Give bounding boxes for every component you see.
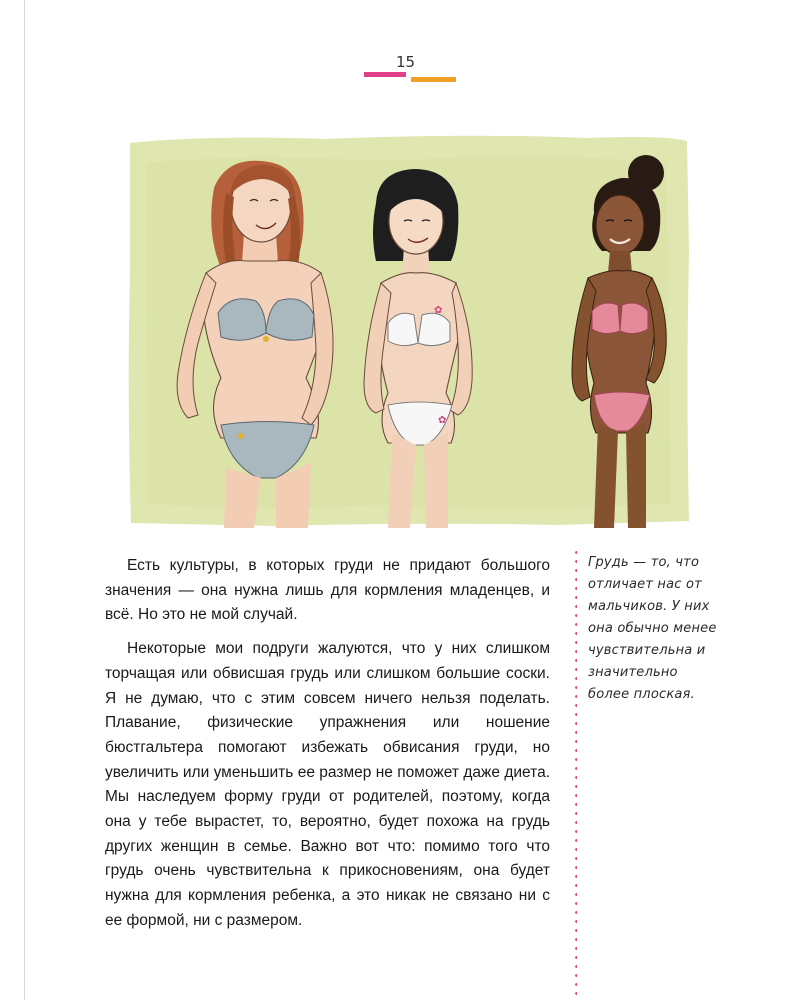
paragraph-2: Некоторые мои подруги жалуются, что у них слишком торчащая или обвисшая грудь или слишком большие соски. Я не думаю, что с этим совсем ничего нельзя поделать. Плавание, физические упражнения или ношение бюстгальтера помогают избежать обвисания груди, но увеличить или уменьшить ее размер не поможет даже диета. Мы наследуем форму груди от родителей, поэтому, когда она у тебе вырастет, то, вероятно, будет похожа на грудь других женщин в семье. Важно вот что: помимо того что грудь очень чувствительна к прикосновениям, она будет нужна для кормления ребенка, а это никак не связано ни с ее формой, ни с размером.: [105, 640, 550, 929]
three-girls-illustration: [126, 133, 691, 528]
svg-text:✿: ✿: [438, 415, 447, 426]
paragraph-1: Есть культуры, в которых груди не придают большого значения — она нужна лишь для кормления младенцев, и всё. Но это не мой случай.: [105, 557, 550, 624]
orange-accent-bar: [411, 77, 456, 82]
svg-text:✿: ✿: [434, 305, 443, 316]
page-number: 15: [396, 53, 416, 71]
main-text: [105, 554, 550, 943]
side-note-divider: [575, 548, 577, 1000]
side-note: Грудь — то, что отличает нас от мальчиков. У них она обычно менее чувствительна и значительно более плоская.: [588, 555, 717, 702]
pink-accent-bar: [364, 72, 406, 77]
